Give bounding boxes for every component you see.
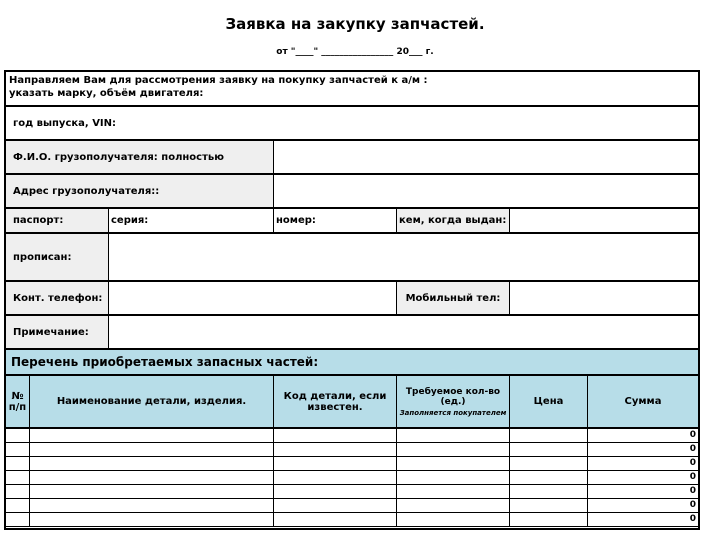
table-row (6, 471, 698, 485)
table-row (6, 429, 698, 443)
col-header-name-text: Наименование детали, изделия. (56, 396, 247, 407)
cell-num[interactable] (6, 429, 30, 443)
col-header-code-text: Код детали, если известен. (283, 390, 387, 413)
cell-name[interactable] (30, 471, 274, 485)
cell-name[interactable] (30, 429, 274, 443)
cell-sum[interactable]: 0 (588, 429, 698, 443)
cell-name[interactable] (30, 485, 274, 499)
cell-qty[interactable] (397, 485, 510, 499)
mobile-phone-field[interactable] (510, 280, 698, 314)
page-title: Заявка на закупку запчастей. (225, 15, 485, 33)
parts-table-body (6, 427, 698, 528)
cell-sum[interactable]: 0 (588, 485, 698, 499)
cell-num[interactable] (6, 471, 30, 485)
cell-num[interactable] (6, 485, 30, 499)
table-row (6, 513, 698, 527)
passport-label (6, 207, 109, 232)
cell-num[interactable] (6, 513, 30, 527)
cell-code[interactable] (274, 471, 397, 485)
cell-name[interactable] (30, 443, 274, 457)
col-header-qty (397, 374, 510, 427)
cell-name[interactable] (30, 499, 274, 513)
cell-price[interactable] (510, 471, 588, 485)
cell-sum[interactable]: 0 (588, 499, 698, 513)
consignee-address-text: Адрес грузополучателя:: (13, 185, 160, 197)
cell-code[interactable] (274, 429, 397, 443)
year-vin-label: год выпуска, VIN: (13, 117, 117, 129)
issued-by-field[interactable] (510, 207, 698, 232)
passport-text: паспорт: (13, 215, 64, 226)
series-field[interactable] (109, 207, 274, 232)
parts-section-title-text: Перечень приобретаемых запасных частей: (11, 355, 319, 369)
consignee-name-field[interactable] (274, 139, 698, 173)
intro-block (6, 72, 698, 105)
cell-code[interactable] (274, 485, 397, 499)
consignee-name-label (6, 139, 274, 173)
cell-name[interactable] (30, 457, 274, 471)
table-row (6, 499, 698, 513)
cell-num[interactable] (6, 443, 30, 457)
table-row (6, 457, 698, 471)
parts-section-title (6, 348, 698, 374)
cell-sum[interactable]: 0 (588, 457, 698, 471)
consignee-address-label (6, 173, 274, 207)
registered-label (6, 232, 109, 280)
cell-sum[interactable]: 0 (588, 513, 698, 527)
registered-text: прописан: (13, 251, 72, 263)
col-header-price (510, 374, 588, 427)
cell-qty[interactable] (397, 513, 510, 527)
date-line: от "____" ________________ 20___ г. (276, 47, 434, 57)
cell-qty[interactable] (397, 499, 510, 513)
year-vin-row[interactable] (6, 105, 698, 139)
col-header-sum (588, 374, 698, 427)
series-label: серия: (111, 215, 149, 226)
note-label (6, 314, 109, 348)
cell-code[interactable] (274, 443, 397, 457)
cell-price[interactable] (510, 485, 588, 499)
form-frame (4, 70, 700, 530)
cell-price[interactable] (510, 429, 588, 443)
col-header-qty-text: Требуемое кол-во (ед.) (405, 386, 501, 407)
col-header-num (6, 374, 30, 427)
mobile-phone-label (397, 280, 510, 314)
cell-price[interactable] (510, 443, 588, 457)
cell-qty[interactable] (397, 429, 510, 443)
cell-name[interactable] (30, 513, 274, 527)
contact-phone-field[interactable] (109, 280, 397, 314)
note-field[interactable] (109, 314, 698, 348)
consignee-name-text: Ф.И.О. грузополучателя: полностью (13, 151, 224, 163)
table-row (6, 485, 698, 499)
cell-qty[interactable] (397, 471, 510, 485)
issued-by-label (397, 207, 510, 232)
col-header-qty-note: Заполняется покупателем (399, 408, 507, 417)
cell-price[interactable] (510, 457, 588, 471)
note-text: Примечание: (13, 326, 89, 338)
cell-num[interactable] (6, 499, 30, 513)
col-header-num-text: № п/п (8, 390, 27, 413)
contact-phone-text: Конт. телефон: (13, 292, 103, 304)
col-header-price-text: Цена (533, 396, 564, 407)
cell-code[interactable] (274, 499, 397, 513)
contact-phone-label (6, 280, 109, 314)
cell-qty[interactable] (397, 457, 510, 471)
consignee-address-field[interactable] (274, 173, 698, 207)
col-header-code (274, 374, 397, 427)
cell-num[interactable] (6, 457, 30, 471)
intro-line-2: указать марку, объём двигателя: (9, 88, 204, 99)
mobile-phone-text: Мобильный тел: (405, 292, 501, 304)
cell-code[interactable] (274, 513, 397, 527)
col-header-name (30, 374, 274, 427)
number-label: номер: (276, 215, 316, 226)
table-row (6, 443, 698, 457)
number-field[interactable] (274, 207, 397, 232)
cell-code[interactable] (274, 457, 397, 471)
issued-by-text: кем, когда выдан: (399, 215, 507, 226)
cell-price[interactable] (510, 499, 588, 513)
registered-field[interactable] (109, 232, 698, 280)
cell-price[interactable] (510, 513, 588, 527)
intro-line-1: Направляем Вам для рассмотрения заявку на покупку запчастей к а/м : (9, 75, 428, 86)
cell-qty[interactable] (397, 443, 510, 457)
col-header-sum-text: Сумма (624, 396, 662, 407)
cell-sum[interactable]: 0 (588, 471, 698, 485)
cell-sum[interactable]: 0 (588, 443, 698, 457)
